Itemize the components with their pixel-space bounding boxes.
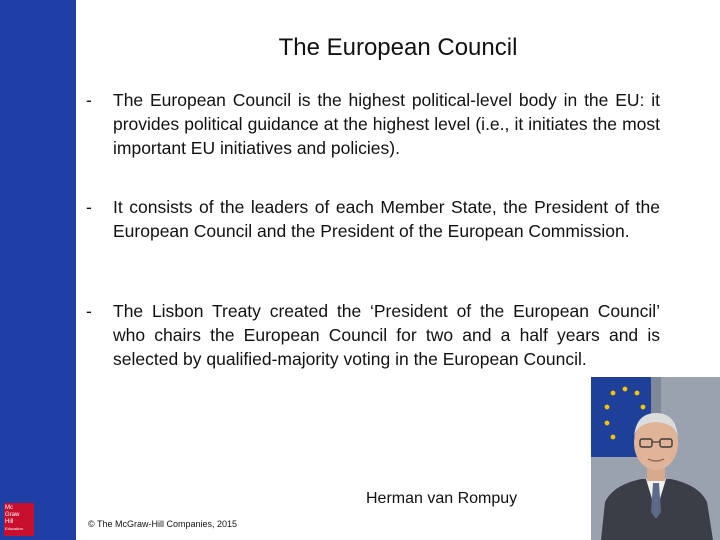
bullet-text: The European Council is the highest political-level body in the EU: it provides political guidance at the highest level (i.e., it initiates the most important EU initiatives and policies).	[113, 90, 660, 158]
logo-line: Mc	[5, 505, 13, 511]
sidebar-band	[0, 0, 76, 540]
photo-caption: Herman van Rompuy	[366, 490, 518, 507]
copyright-notice: © The McGraw-Hill Companies, 2015	[88, 519, 238, 529]
portrait-photo	[591, 377, 720, 540]
bullet-item	[86, 88, 660, 160]
bullet-item	[86, 195, 660, 243]
logo-line: Graw	[5, 512, 20, 518]
bullet-text: The Lisbon Treaty created the ‘President of the European Council’ who chairs the European Council for two and a half years and is selected by qualified-majority voting in the European Council.	[113, 301, 660, 369]
logo-line: Education	[5, 526, 23, 531]
slide-title: The European Council	[278, 34, 518, 61]
bullet-marker: -	[86, 90, 92, 110]
bullet-item	[86, 299, 660, 371]
bullet-marker: -	[86, 301, 92, 321]
mcgraw-hill-logo	[4, 503, 34, 536]
logo-line: Hill	[5, 519, 14, 525]
bullet-marker: -	[86, 197, 92, 217]
bullet-text: It consists of the leaders of each Member State, the President of the European Council and the President of the European Commission.	[113, 197, 660, 241]
